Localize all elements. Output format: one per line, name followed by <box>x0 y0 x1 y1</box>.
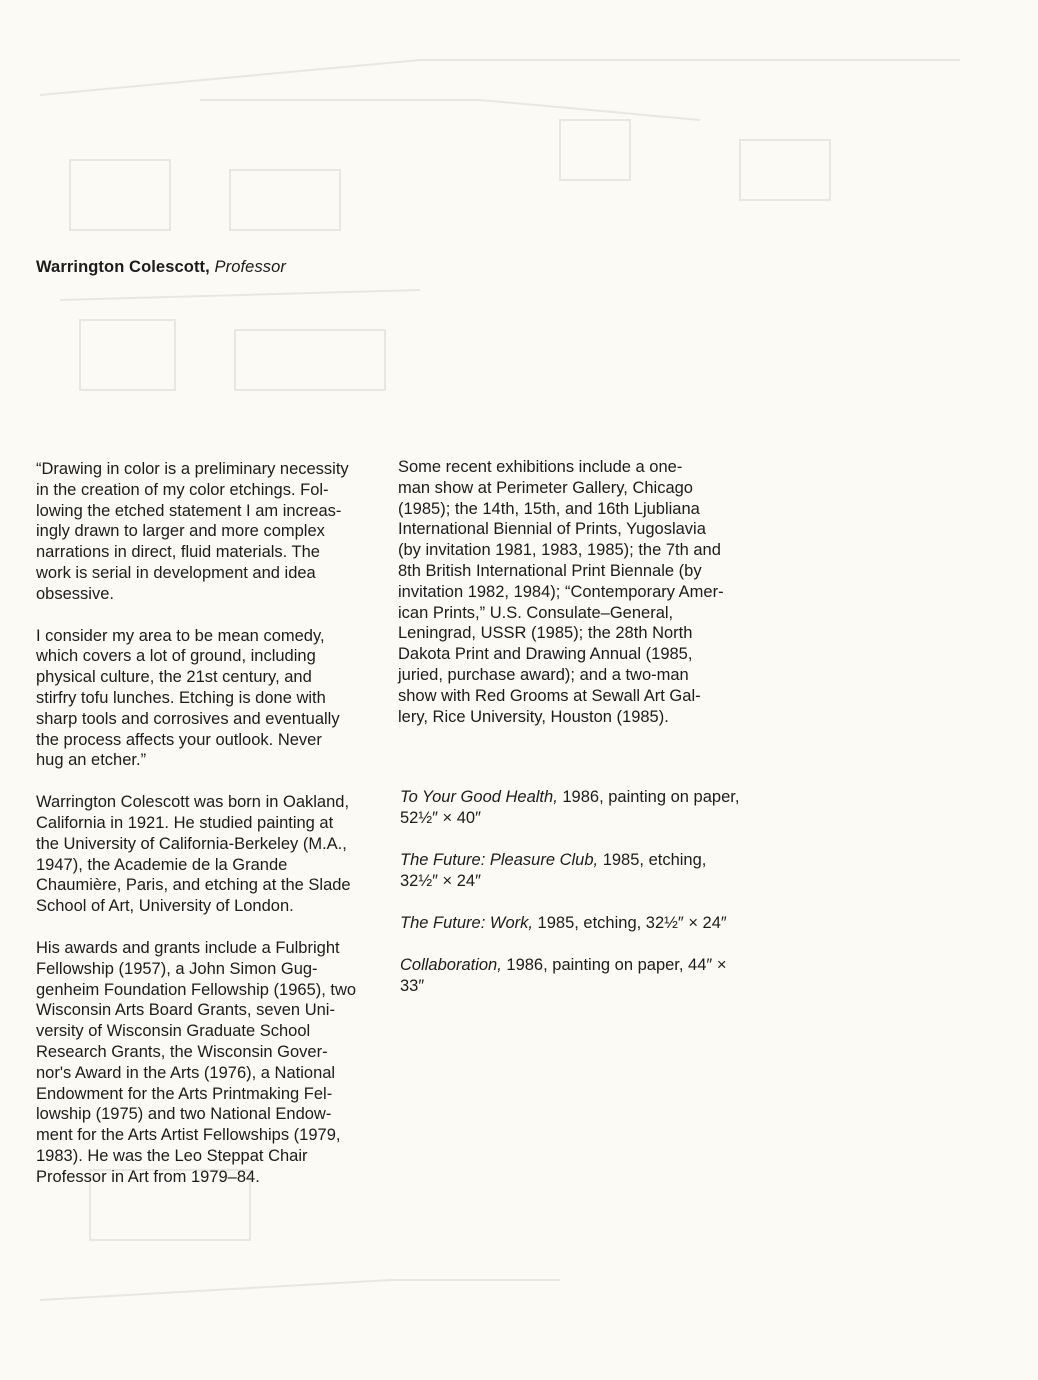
right-text-column <box>398 457 743 748</box>
left-text-column <box>36 459 381 1209</box>
artwork-caption <box>400 850 745 892</box>
artwork-captions <box>400 787 745 1018</box>
artwork-details: 1985, etching, 32½″ × 24″ <box>400 851 707 890</box>
artwork-details: 1986, painting on paper, 44″ × 33″ <box>400 956 727 995</box>
author-heading <box>36 258 286 277</box>
author-role: Professor <box>214 258 287 276</box>
artist-statement-paragraph: I consider my area to be mean comedy, which covers a lot of ground, including physical culture, the 21st century, and stirfry tofu lunches. Etching is done with sharp tools and corrosives and eventually the process affects your outlook. Never hug an etcher.” <box>36 626 340 770</box>
artwork-title: The Future: Work, <box>400 914 533 932</box>
artwork-details: 1986, painting on paper, 52½″ × 40″ <box>400 788 740 827</box>
author-name: Warrington Colescott, <box>36 258 210 276</box>
artwork-title: Collaboration, <box>400 956 502 974</box>
artwork-title: The Future: Pleasure Club, <box>400 851 599 869</box>
biography-paragraph: Warrington Colescott was born in Oakland, California in 1921. He studied painting at the University of California-Berkeley (M.A., 1947), the Academie de la Grande Chaumière, Paris, and etching at the Slade School of Art, University of London. <box>36 793 351 916</box>
artwork-caption <box>400 913 745 934</box>
artwork-caption <box>400 955 745 997</box>
awards-paragraph: His awards and grants include a Fulbright Fellowship (1957), a John Simon Gug- genheim Foundation Fellowship (1965), two Wisconsin Arts Board Grants, seven Uni- versity of Wisconsin Graduate School Research Grants, the Wisconsin Gover- nor's Award in the Arts (1976), a National Endowment for the Arts Printmaking Fel- lowship (1975) and two National Endow- ment for the Arts Artist Fellowships (1979, 1983). He was the Leo Steppat Chair Professor in Art from 1979–84. <box>36 938 357 1186</box>
artist-statement-paragraph: “Drawing in color is a preliminary necessity in the creation of my color etchings. Fol- lowing the etched statement I am increas- ingly drawn to larger and more complex narrations in direct, fluid materials. The work is serial in development and idea obsessive. <box>36 460 349 603</box>
artwork-title: To Your Good Health, <box>400 788 558 806</box>
artwork-caption <box>400 787 745 829</box>
artwork-details: 1985, etching, 32½″ × 24″ <box>532 914 727 932</box>
exhibitions-paragraph: Some recent exhibitions include a one- man show at Perimeter Gallery, Chicago (1985); the 14th, 15th, and 16th Ljubliana International Biennial of Prints, Yugoslavia (by invitation 1981, 1983, 1985); the 7th and 8th British International Print Biennale (by invitation 1982, 1984); “Contemporary Amer- ican Prints,” U.S. Consulate–General, Leningrad, USSR (1985); the 28th North Dakota Print and Drawing Annual (1985, juried, purchase award); and a two-man show with Red Grooms at Sewall Art Gal- lery, Rice University, Houston (1985). <box>398 458 724 726</box>
